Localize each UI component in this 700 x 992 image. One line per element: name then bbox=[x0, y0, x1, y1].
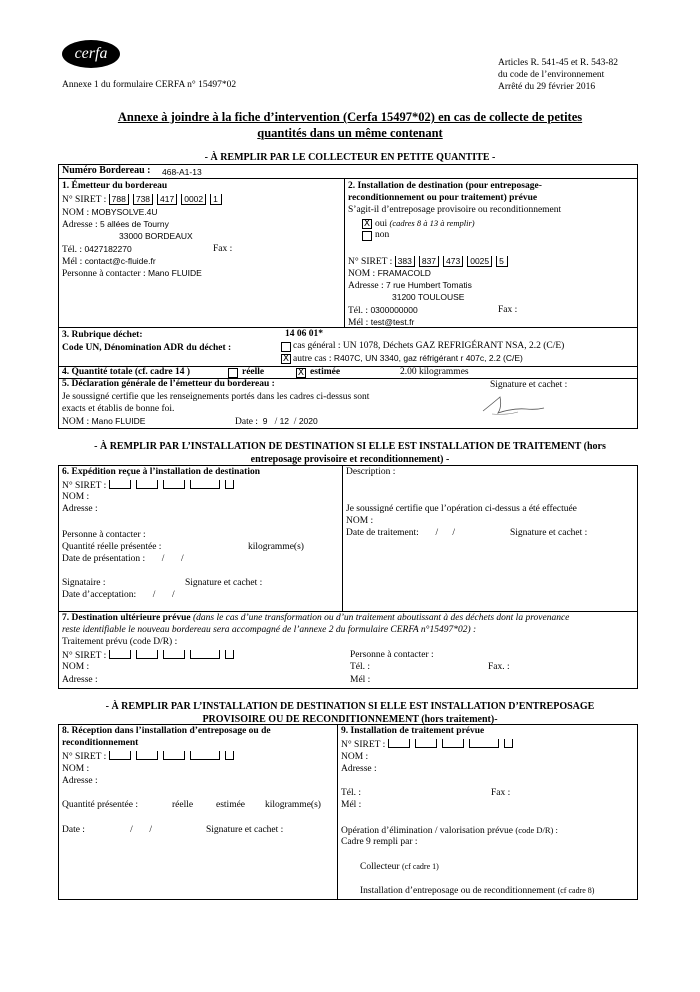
siret-segment: 383 bbox=[395, 256, 415, 267]
emetteur-tel: Tél. : 0427182270 bbox=[62, 244, 132, 255]
siret-segment: 417 bbox=[157, 194, 177, 205]
expedition-nom: NOM : bbox=[62, 492, 90, 502]
collecteur-section-title: - À REMPLIR PAR LE COLLECTEUR EN PETITE QUANTITE - bbox=[204, 152, 496, 163]
signature-label: Signature et cachet : bbox=[490, 380, 568, 390]
dest7-mel: Mél : bbox=[350, 675, 371, 685]
traitement-section-title-2: entreposage provisoire et reconditionnement) - bbox=[250, 454, 450, 465]
certify-signature: Signature et cachet : bbox=[510, 528, 588, 538]
destination-mel: Mél : test@test.fr bbox=[348, 317, 415, 328]
cas-general-checkbox[interactable] bbox=[281, 342, 291, 352]
expedition-date-presentation: Date de présentation : / / bbox=[62, 554, 184, 564]
page-title-line-1: Annexe à joindre à la fiche d’intervention (Cerfa 15497*02) en cas de collecte de petites bbox=[117, 110, 583, 124]
entreposage-section-title-1: - À REMPLIR PAR L’INSTALLATION DE DESTINATION SI ELLE EST INSTALLATION D’ENTREPOSAGE bbox=[105, 701, 595, 712]
bordereau-number: 468-A1-13 bbox=[162, 167, 202, 177]
reception-adresse: Adresse : bbox=[62, 776, 98, 786]
reception-title-1: 8. Réception dans l’installation d’entreposage ou de bbox=[62, 726, 271, 736]
emetteur-adresse-2: 33000 BORDEAUX bbox=[119, 231, 193, 241]
destination-adresse: Adresse : 7 rue Humbert Tomatis bbox=[348, 280, 472, 291]
siret-segment: 5 bbox=[496, 256, 508, 267]
page-title-line-2: quantités dans un même contenant bbox=[257, 126, 443, 140]
rubrique-value: 14 06 01* bbox=[285, 329, 323, 339]
code-un-label: Code UN, Dénomination ADR du déchet : bbox=[62, 343, 232, 353]
declaration-title: 5. Déclaration générale de l’émetteur du bordereau : bbox=[62, 379, 275, 389]
expedition-contact: Personne à contacter : bbox=[62, 530, 146, 540]
non-label: non bbox=[375, 230, 390, 240]
destination-title-1: 2. Installation de destination (pour entreposage- bbox=[348, 181, 542, 191]
reception-date: Date : / / bbox=[62, 825, 152, 835]
certify-text: Je soussigné certifie que l’opération ci-dessus a été effectuée bbox=[346, 504, 577, 514]
destination-adresse-2: 31200 TOULOUSE bbox=[392, 292, 465, 302]
destination-siret: N° SIRET : 383 837 473 0025 5 bbox=[348, 256, 512, 267]
siret-segment: 837 bbox=[419, 256, 439, 267]
reception-nom: NOM : bbox=[62, 764, 90, 774]
date-traitement: Date de traitement: / / bbox=[346, 528, 455, 538]
siret-segment: 1 bbox=[210, 194, 222, 205]
reception-siret: N° SIRET : bbox=[62, 751, 239, 762]
entreposage-section-title-2: PROVISOIRE OU DE RECONDITIONNEMENT (hors traitement)- bbox=[202, 714, 498, 725]
autre-cas: autre cas : R407C, UN 3340, gaz réfrigérant r 407c, 2.2 (C/E) bbox=[293, 353, 523, 364]
dest7-note-2: reste identifiable le nouveau bordereau sera accompagné de l’annexe 2 du formulaire CERFA n°15497*02) : bbox=[62, 625, 477, 635]
inst9-siret: N° SIRET : bbox=[341, 739, 518, 750]
destination-title-2: reconditionnement ou pour traitement) prévue bbox=[348, 193, 538, 203]
articles-line-3: Arrêté du 29 février 2016 bbox=[498, 82, 596, 92]
siret-segment: 0025 bbox=[467, 256, 492, 267]
emetteur-siret: N° SIRET : 788 738 417 0002 1 bbox=[62, 194, 226, 205]
dest7-adresse: Adresse : bbox=[62, 675, 98, 685]
oui-checkbox[interactable]: X bbox=[363, 219, 371, 229]
emetteur-contact: Personne à contacter : Mano FLUIDE bbox=[62, 268, 202, 279]
expedition-quantite: Quantité réelle présentée : bbox=[62, 542, 162, 552]
estimee-label: estimée bbox=[310, 367, 341, 377]
dest7-tel: Tél. : bbox=[350, 662, 371, 672]
rubrique-label: 3. Rubrique déchet: bbox=[62, 330, 143, 340]
autre-cas-checkbox[interactable]: X bbox=[282, 354, 290, 364]
traitement-prevu: Traitement prévu (code D/R) : bbox=[62, 637, 178, 647]
inst9-collecteur: Collecteur (cf cadre 1) bbox=[360, 862, 439, 872]
destination-fax: Fax : bbox=[498, 305, 518, 315]
annex-reference: Annexe 1 du formulaire CERFA n° 15497*02 bbox=[62, 80, 237, 90]
expedition-title: 6. Expédition reçue à l’installation de destination bbox=[62, 467, 261, 477]
reception-title-2: reconditionnement bbox=[62, 738, 139, 748]
declaration-text-1: Je soussigné certifie que les renseignements portés dans les cadres ci-dessus sont bbox=[62, 392, 370, 402]
emetteur-adresse: Adresse : 5 allées de Tourny bbox=[62, 219, 169, 230]
expedition-kg: kilogramme(s) bbox=[248, 542, 304, 552]
inst9-mel: Mél : bbox=[341, 800, 362, 810]
expedition-adresse: Adresse : bbox=[62, 504, 98, 514]
reelle-label: réelle bbox=[242, 367, 265, 377]
inst9-fax: Fax : bbox=[491, 788, 511, 798]
bordereau-label: Numéro Bordereau : bbox=[62, 165, 151, 176]
destination-nom: NOM : FRAMACOLD bbox=[348, 268, 431, 279]
inst9-title: 9. Installation de traitement prévue bbox=[341, 726, 485, 736]
non-checkbox[interactable] bbox=[362, 231, 372, 241]
reception-signature: Signature et cachet : bbox=[206, 825, 284, 835]
quantite-value: 2.00 kilogrammes bbox=[400, 367, 469, 377]
dest7-heading: 7. Destination ultérieure prévue (dans le cas d’une transformation ou d’un traitement aboutissant à des déchets dont la provenance bbox=[62, 613, 570, 623]
declaration-date: Date : 9 / 12 / 2020 bbox=[235, 416, 318, 427]
reelle-checkbox[interactable] bbox=[228, 368, 238, 378]
emetteur-mel: Mél : contact@c-fluide.fr bbox=[62, 256, 156, 267]
dest7-fax: Fax. : bbox=[488, 662, 510, 672]
quantite-label: 4. Quantité totale (cf. cadre 14 ) bbox=[62, 367, 191, 377]
siret-segment: 473 bbox=[443, 256, 463, 267]
siret-segment: 788 bbox=[109, 194, 129, 205]
articles-line-2: du code de l’environnement bbox=[498, 70, 605, 80]
emetteur-nom: NOM : MOBYSOLVE.4U bbox=[62, 207, 158, 218]
reception-reelle: réelle bbox=[172, 800, 194, 810]
expedition-siret: N° SIRET : bbox=[62, 480, 239, 491]
signature-scribble bbox=[478, 393, 548, 419]
cerfa-logo-text: cerfa bbox=[74, 45, 108, 62]
inst9-adresse: Adresse : bbox=[341, 764, 377, 774]
inst9-operation: Opération d’élimination / valorisation prévue (code D/R) : bbox=[341, 825, 558, 836]
dest7-siret: N° SIRET : bbox=[62, 650, 239, 661]
articles-line-1: Articles R. 541-45 et R. 543-82 bbox=[498, 58, 619, 68]
destination-question: S’agit-il d’entreposage provisoire ou reconditionnement bbox=[348, 205, 562, 215]
estimee-checkbox[interactable]: X bbox=[297, 368, 305, 378]
declaration-text-2: exacts et établis de bonne foi. bbox=[62, 404, 175, 414]
expedition-date-acceptation: Date d’acceptation: / / bbox=[62, 590, 175, 600]
cas-general-text: cas général : UN 1078, Déchets GAZ REFRIGÉRANT NSA, 2.2 (C/E) bbox=[293, 341, 565, 351]
description-label: Description : bbox=[346, 467, 396, 477]
emetteur-title: 1. Émetteur du bordereau bbox=[62, 181, 168, 191]
cerfa-logo bbox=[62, 40, 120, 68]
reception-estimee: estimée bbox=[216, 800, 246, 810]
traitement-section-title-1: - À REMPLIR PAR L’INSTALLATION DE DESTINATION SI ELLE EST INSTALLATION DE TRAITEMENT (hors bbox=[94, 441, 606, 452]
oui-label: oui (cadres 8 à 13 à remplir) bbox=[375, 218, 475, 229]
inst9-cadre9: Cadre 9 rempli par : bbox=[341, 837, 418, 847]
destination-tel: Tél. : 0300000000 bbox=[348, 305, 418, 316]
reception-kg: kilogramme(s) bbox=[265, 800, 321, 810]
reception-quantite: Quantité présentée : bbox=[62, 800, 138, 810]
dest7-nom: NOM : bbox=[62, 662, 90, 672]
siret-segment: 738 bbox=[133, 194, 153, 205]
dest7-contact: Personne à contacter : bbox=[350, 650, 434, 660]
siret-segment: 0002 bbox=[181, 194, 206, 205]
expedition-signature: Signature et cachet : bbox=[185, 578, 263, 588]
certify-nom: NOM : bbox=[346, 516, 374, 526]
inst9-installation: Installation d’entreposage ou de reconditionnement (cf cadre 8) bbox=[360, 886, 595, 896]
inst9-tel: Tél. : bbox=[341, 788, 362, 798]
inst9-nom: NOM : bbox=[341, 752, 369, 762]
declaration-nom: NOM : Mano FLUIDE bbox=[62, 416, 146, 427]
emetteur-fax: Fax : bbox=[213, 244, 233, 254]
expedition-signataire: Signataire : bbox=[62, 578, 106, 588]
